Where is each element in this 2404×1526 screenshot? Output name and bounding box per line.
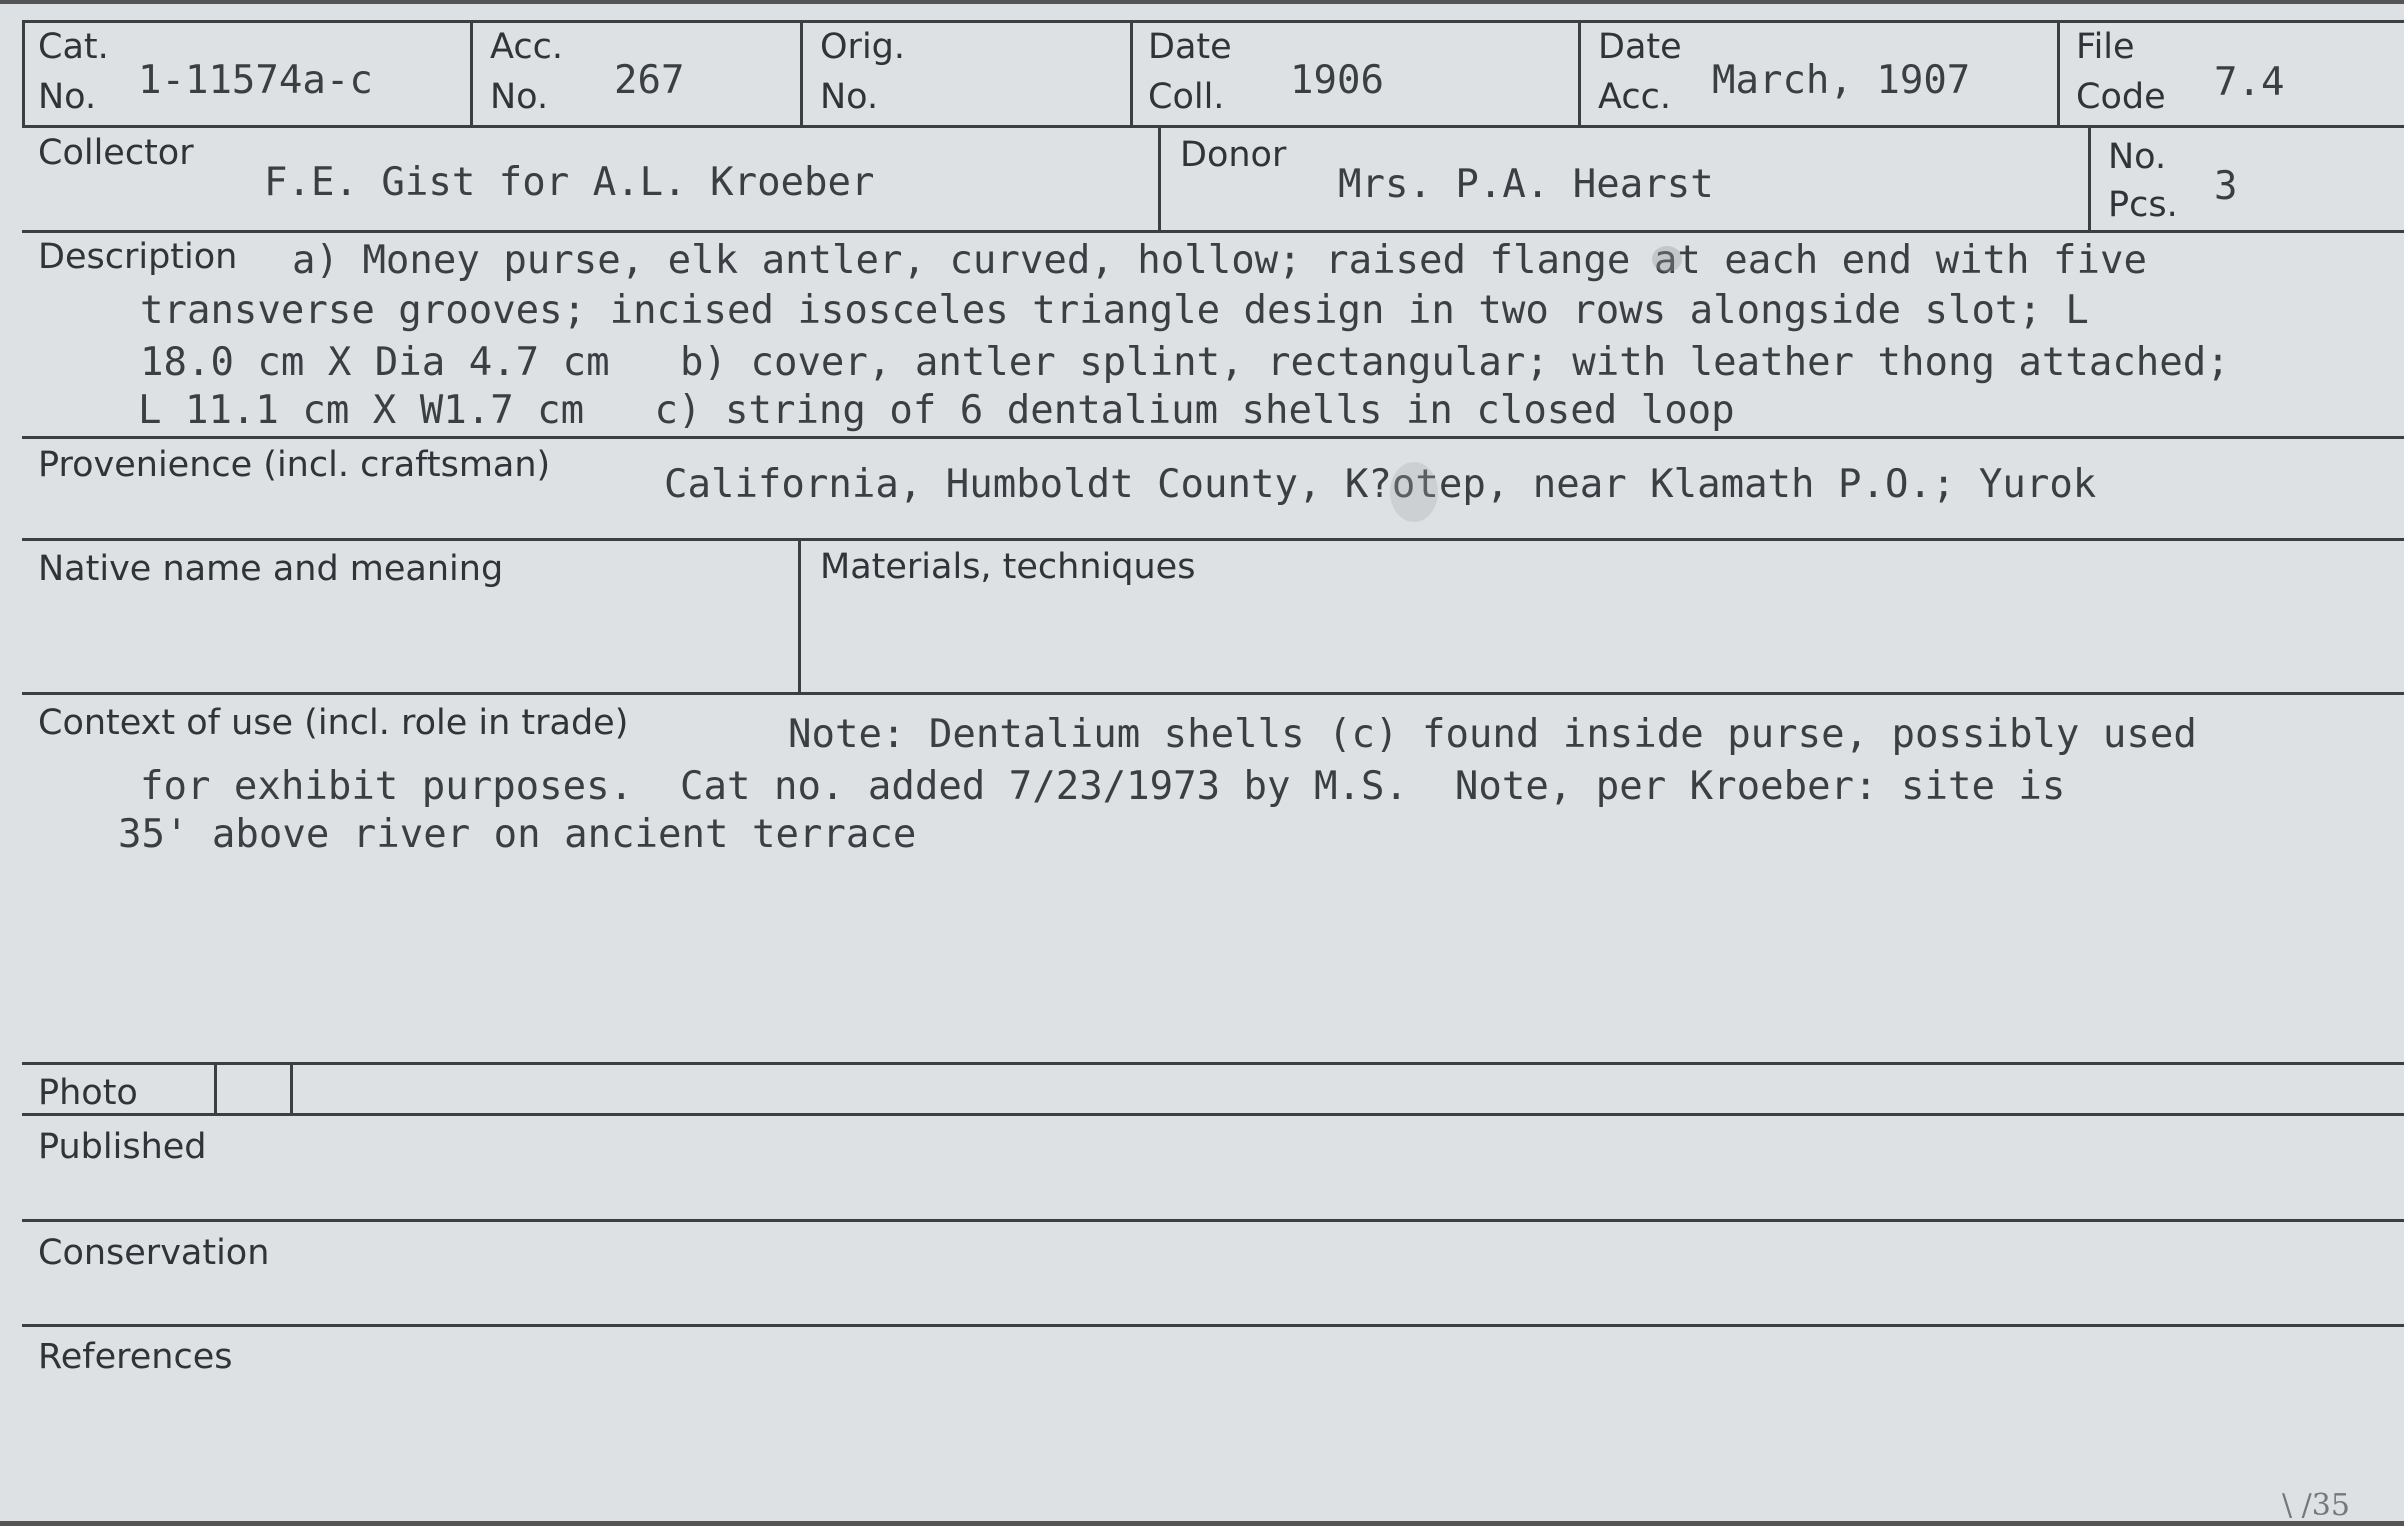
- photo-bottom-rule: [22, 1113, 2404, 1116]
- date-coll-label-line2: Coll.: [1148, 77, 1225, 117]
- description-label: Description: [38, 237, 238, 277]
- materials-label: Materials, techniques: [820, 547, 1196, 587]
- native-materials-divider: [798, 538, 801, 693]
- pcs-label-line2: Pcs.: [2108, 185, 2178, 225]
- date-coll-label-line1: Date: [1148, 27, 1232, 67]
- header-divider-4: [1578, 20, 1581, 128]
- cat-number-value: 1-11574a-c: [138, 58, 373, 103]
- conservation-label: Conservation: [38, 1233, 270, 1273]
- file-code-label-line2: Code: [2076, 77, 2166, 117]
- native-bottom-rule: [22, 692, 2404, 695]
- provenience-bottom-rule: [22, 538, 2404, 541]
- orig-label-line2: No.: [820, 77, 879, 117]
- header-divider-3: [1130, 20, 1133, 128]
- context-label: Context of use (incl. role in trade): [38, 703, 629, 743]
- ink-smudge: [1652, 246, 1682, 272]
- photo-label: Photo: [38, 1073, 138, 1113]
- header-bottom-rule: [22, 125, 2404, 128]
- date-acc-label-line1: Date: [1598, 27, 1682, 67]
- description-line-1: a) Money purse, elk antler, curved, hollow; raised flange at each end with five: [292, 238, 2147, 283]
- acc-label-line2: No.: [490, 77, 549, 117]
- orig-label-line1: Orig.: [820, 27, 906, 67]
- photo-box-left: [214, 1062, 217, 1114]
- description-bottom-rule: [22, 436, 2404, 439]
- description-line-3: 18.0 cm X Dia 4.7 cm b) cover, antler splint, rectangular; with leather thong attached;: [140, 340, 2230, 385]
- pcs-value: 3: [2214, 164, 2238, 209]
- ink-smudge-2: [1390, 462, 1438, 522]
- published-bottom-rule: [22, 1219, 2404, 1222]
- file-code-label-line1: File: [2076, 27, 2135, 67]
- context-line-2: for exhibit purposes. Cat no. added 7/23/1973 by M.S. Note, per Kroeber: site is: [140, 764, 2066, 809]
- corner-pencil-mark: \ /35: [2282, 1488, 2350, 1523]
- date-acc-label-line2: Acc.: [1598, 77, 1671, 117]
- header-divider-5: [2057, 20, 2060, 128]
- description-line-2: transverse grooves; incised isosceles triangle design in two rows alongside slot; L: [140, 288, 2089, 333]
- header-top-rule: [22, 20, 2404, 23]
- photo-box-right: [290, 1062, 293, 1114]
- donor-label: Donor: [1180, 135, 1287, 175]
- date-coll-value: 1906: [1290, 58, 1384, 103]
- header-divider-1: [470, 20, 473, 128]
- header-divider-2: [800, 20, 803, 128]
- file-code-value: 7.4: [2214, 60, 2285, 105]
- row2-bottom-rule: [22, 230, 2404, 233]
- native-name-label: Native name and meaning: [38, 549, 504, 589]
- provenience-value: California, Humboldt County, K?otep, near Klamath P.O.; Yurok: [664, 462, 2097, 507]
- acc-label-line1: Acc.: [490, 27, 563, 67]
- row2-divider-1: [1158, 125, 1161, 233]
- provenience-label: Provenience (incl. craftsman): [38, 445, 551, 485]
- cat-label-line2: No.: [38, 77, 97, 117]
- description-line-4: L 11.1 cm X W1.7 cm c) string of 6 dentalium shells in closed loop: [138, 388, 1735, 433]
- row2-divider-2: [2088, 125, 2091, 233]
- date-acc-value: March, 1907: [1712, 58, 1971, 103]
- photo-top-rule: [22, 1062, 2404, 1065]
- card-bottom-edge: [0, 1521, 2404, 1526]
- acc-number-value: 267: [614, 58, 685, 103]
- donor-value: Mrs. P.A. Hearst: [1338, 162, 1714, 207]
- published-label: Published: [38, 1127, 207, 1167]
- conservation-bottom-rule: [22, 1324, 2404, 1327]
- cat-label-line1: Cat.: [38, 27, 109, 67]
- collector-value: F.E. Gist for A.L. Kroeber: [264, 160, 875, 205]
- pcs-label-line1: No.: [2108, 137, 2167, 177]
- context-line-3: 35' above river on ancient terrace: [118, 812, 917, 857]
- collector-label: Collector: [38, 133, 194, 173]
- context-line-1: Note: Dentalium shells (c) found inside purse, possibly used: [788, 712, 2197, 757]
- left-border: [22, 20, 25, 128]
- references-label: References: [38, 1337, 233, 1377]
- top-rule: [0, 0, 2404, 4]
